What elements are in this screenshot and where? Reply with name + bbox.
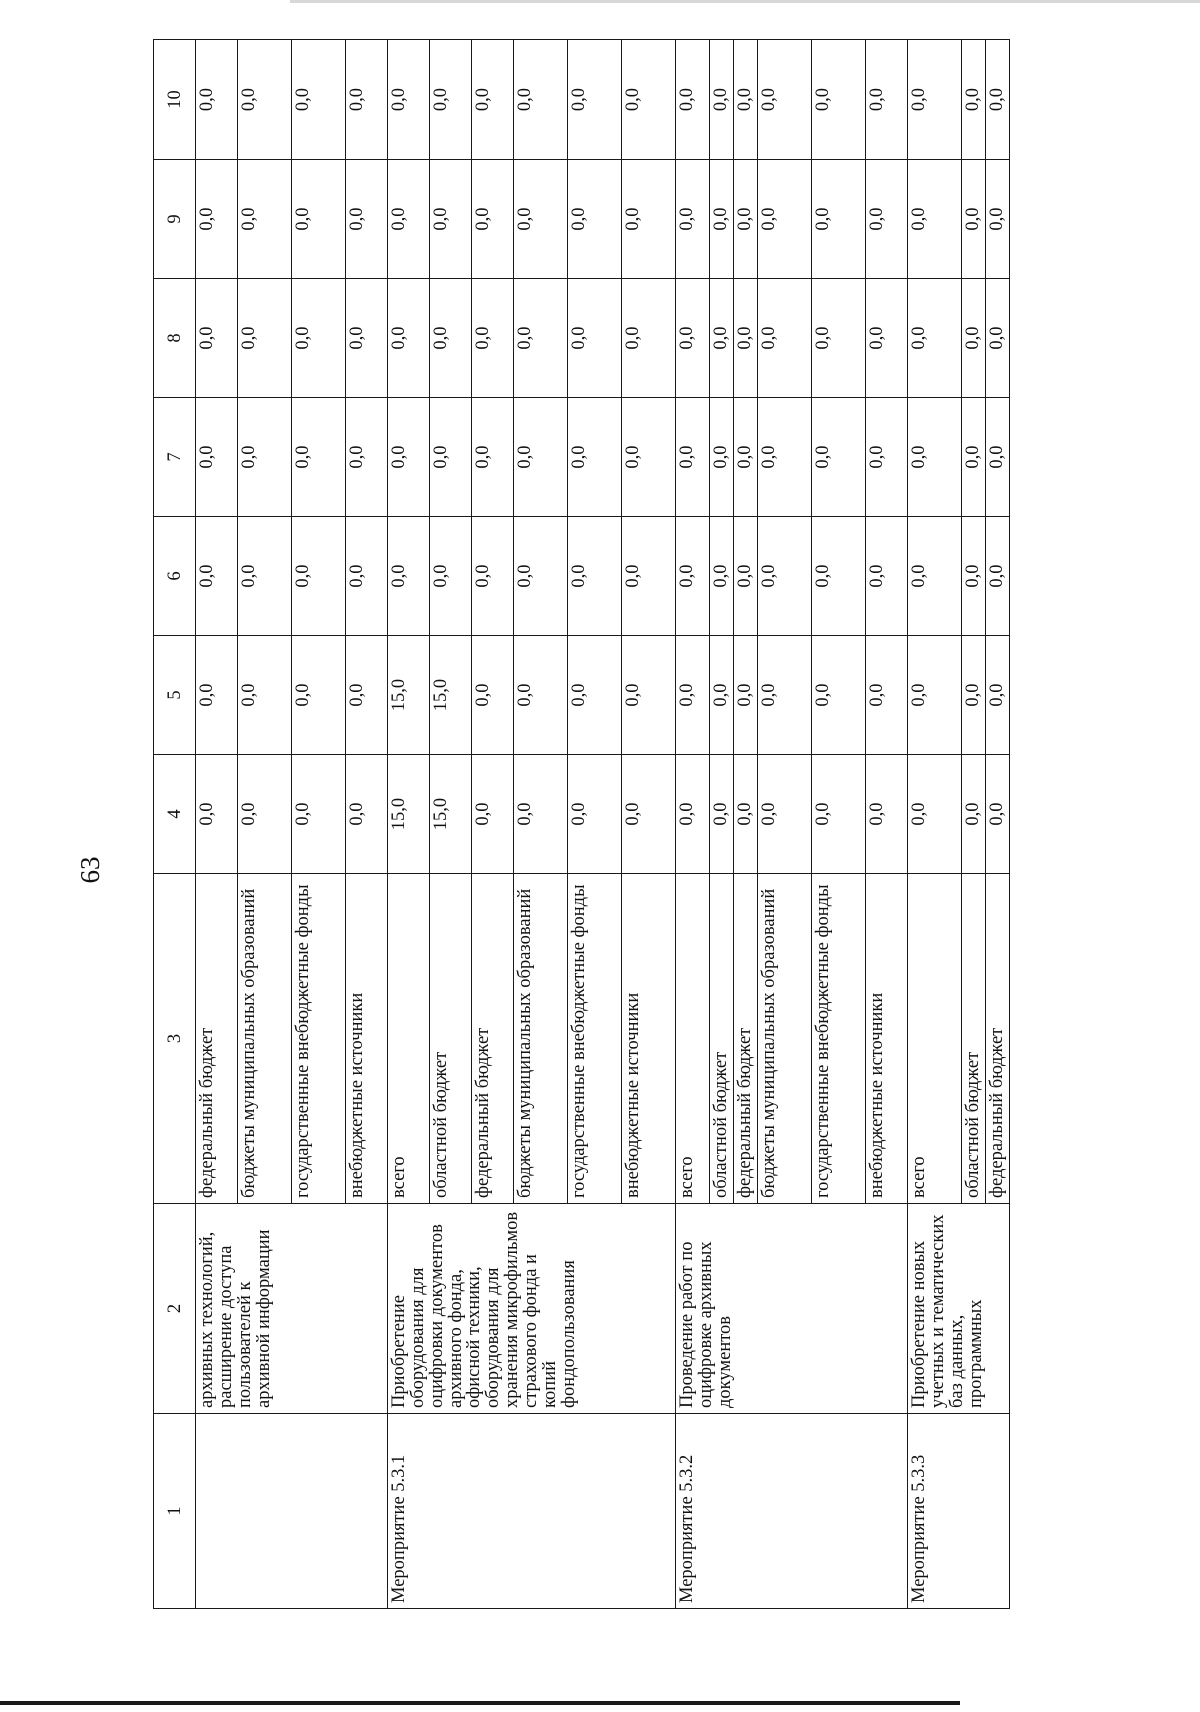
funding-source-cell: всего [908, 874, 962, 1204]
value-cell: 0,0 [812, 636, 866, 755]
rotated-table-container [153, 40, 1099, 1609]
value-cell: 0,0 [472, 40, 514, 160]
value-cell: 0,0 [962, 40, 986, 160]
value-cell: 0,0 [238, 398, 292, 517]
value-cell: 0,0 [292, 636, 346, 755]
value-cell: 0,0 [812, 755, 866, 874]
value-cell: 0,0 [196, 755, 238, 874]
value-cell: 0,0 [812, 40, 866, 160]
value-cell: 0,0 [196, 279, 238, 398]
value-cell: 0,0 [472, 160, 514, 279]
table-body [196, 40, 1010, 1609]
value-cell: 0,0 [568, 279, 622, 398]
value-cell: 0,0 [346, 279, 388, 398]
value-cell: 0,0 [734, 517, 758, 636]
value-cell: 0,0 [710, 636, 734, 755]
value-cell: 0,0 [238, 755, 292, 874]
value-cell: 0,0 [758, 160, 812, 279]
value-cell: 0,0 [986, 517, 1010, 636]
header-cell: 7 [154, 398, 196, 517]
value-cell: 0,0 [346, 398, 388, 517]
budget-table [153, 39, 1010, 1609]
measure-cell [196, 1414, 388, 1609]
top-rule [290, 0, 1200, 3]
value-cell: 0,0 [430, 160, 472, 279]
value-cell: 0,0 [676, 755, 710, 874]
funding-source-cell: федеральный бюджет [196, 874, 238, 1204]
value-cell: 0,0 [430, 40, 472, 160]
value-cell: 0,0 [292, 40, 346, 160]
value-cell: 0,0 [986, 279, 1010, 398]
value-cell: 0,0 [622, 160, 676, 279]
value-cell: 0,0 [962, 755, 986, 874]
value-cell: 0,0 [514, 636, 568, 755]
header-cell: 1 [154, 1414, 196, 1609]
bottom-rule [0, 1701, 960, 1705]
value-cell: 0,0 [196, 636, 238, 755]
funding-source-cell: областной бюджет [430, 874, 472, 1204]
value-cell: 0,0 [568, 40, 622, 160]
value-cell: 0,0 [472, 755, 514, 874]
value-cell: 0,0 [622, 517, 676, 636]
value-cell: 0,0 [758, 517, 812, 636]
value-cell: 0,0 [514, 398, 568, 517]
value-cell: 0,0 [388, 279, 430, 398]
header-cell: 6 [154, 517, 196, 636]
value-cell: 0,0 [388, 398, 430, 517]
value-cell: 0,0 [292, 160, 346, 279]
table-row [196, 40, 238, 1609]
funding-source-cell: бюджеты муниципальных образований [238, 874, 292, 1204]
value-cell: 0,0 [622, 279, 676, 398]
table-frame [153, 40, 1099, 1609]
value-cell: 0,0 [568, 636, 622, 755]
funding-source-cell: областной бюджет [962, 874, 986, 1204]
value-cell: 0,0 [676, 160, 710, 279]
value-cell: 0,0 [346, 636, 388, 755]
value-cell: 0,0 [346, 517, 388, 636]
value-cell: 0,0 [758, 755, 812, 874]
header-cell: 4 [154, 755, 196, 874]
value-cell: 0,0 [514, 517, 568, 636]
value-cell: 0,0 [676, 517, 710, 636]
value-cell: 0,0 [388, 160, 430, 279]
value-cell: 0,0 [430, 517, 472, 636]
value-cell: 0,0 [866, 398, 908, 517]
header-row [154, 40, 196, 1609]
value-cell: 0,0 [758, 636, 812, 755]
value-cell: 15,0 [388, 636, 430, 755]
value-cell: 0,0 [962, 279, 986, 398]
value-cell: 0,0 [568, 398, 622, 517]
value-cell: 0,0 [196, 40, 238, 160]
value-cell: 0,0 [292, 279, 346, 398]
value-cell: 0,0 [292, 755, 346, 874]
funding-source-cell: государственные внебюджетные фонды [568, 874, 622, 1204]
measure-cell: Мероприятие 5.3.3 [908, 1414, 1010, 1609]
value-cell: 0,0 [472, 398, 514, 517]
value-cell: 0,0 [908, 398, 962, 517]
value-cell: 0,0 [514, 40, 568, 160]
value-cell: 0,0 [292, 398, 346, 517]
value-cell: 0,0 [472, 636, 514, 755]
funding-source-cell: внебюджетные источники [866, 874, 908, 1204]
value-cell: 0,0 [196, 398, 238, 517]
value-cell: 0,0 [866, 517, 908, 636]
value-cell: 0,0 [866, 40, 908, 160]
measure-cell: Мероприятие 5.3.2 [676, 1414, 908, 1609]
value-cell: 0,0 [388, 517, 430, 636]
value-cell: 0,0 [472, 279, 514, 398]
value-cell: 15,0 [388, 755, 430, 874]
measure-cell: Мероприятие 5.3.1 [388, 1414, 676, 1609]
description-cell: Проведение работ по оцифровке архивных документов [676, 1204, 908, 1414]
value-cell: 0,0 [710, 398, 734, 517]
value-cell: 0,0 [622, 40, 676, 160]
value-cell: 0,0 [710, 517, 734, 636]
value-cell: 0,0 [734, 398, 758, 517]
value-cell: 0,0 [676, 636, 710, 755]
value-cell: 0,0 [758, 398, 812, 517]
value-cell: 0,0 [734, 279, 758, 398]
value-cell: 0,0 [986, 398, 1010, 517]
value-cell: 0,0 [758, 40, 812, 160]
header-cell: 9 [154, 160, 196, 279]
value-cell: 0,0 [622, 636, 676, 755]
value-cell: 0,0 [196, 517, 238, 636]
value-cell: 0,0 [430, 398, 472, 517]
description-cell: архивных технологий, расширение доступа пользователей к архивной информации [196, 1204, 388, 1414]
value-cell: 15,0 [430, 755, 472, 874]
header-cell: 3 [154, 874, 196, 1204]
value-cell: 0,0 [986, 636, 1010, 755]
value-cell: 0,0 [812, 398, 866, 517]
value-cell: 0,0 [908, 160, 962, 279]
value-cell: 0,0 [514, 160, 568, 279]
value-cell: 0,0 [986, 160, 1010, 279]
value-cell: 0,0 [292, 517, 346, 636]
value-cell: 0,0 [962, 517, 986, 636]
value-cell: 0,0 [710, 755, 734, 874]
value-cell: 0,0 [812, 517, 866, 636]
funding-source-cell: всего [676, 874, 710, 1204]
value-cell: 0,0 [346, 160, 388, 279]
value-cell: 0,0 [908, 517, 962, 636]
value-cell: 0,0 [866, 755, 908, 874]
value-cell: 0,0 [734, 160, 758, 279]
value-cell: 0,0 [866, 160, 908, 279]
funding-source-cell: государственные внебюджетные фонды [292, 874, 346, 1204]
description-cell: Приобретение новых учетных и тематических баз данных, программных [908, 1204, 1010, 1414]
value-cell: 0,0 [866, 279, 908, 398]
value-cell: 0,0 [710, 40, 734, 160]
value-cell: 0,0 [346, 755, 388, 874]
funding-source-cell: внебюджетные источники [622, 874, 676, 1204]
value-cell: 0,0 [676, 398, 710, 517]
value-cell: 0,0 [986, 40, 1010, 160]
value-cell: 0,0 [238, 517, 292, 636]
funding-source-cell: всего [388, 874, 430, 1204]
value-cell: 0,0 [866, 636, 908, 755]
value-cell: 0,0 [734, 40, 758, 160]
value-cell: 0,0 [472, 517, 514, 636]
value-cell: 0,0 [710, 279, 734, 398]
header-cell: 5 [154, 636, 196, 755]
header-cell: 8 [154, 279, 196, 398]
value-cell: 0,0 [908, 755, 962, 874]
description-cell: Приобретение оборудования для оцифровки документов архивного фонда, офисной техники, оборудования для хранения микрофильмов страхового фонда и копий фондопользования [388, 1204, 676, 1414]
funding-source-cell: федеральный бюджет [986, 874, 1010, 1204]
value-cell: 0,0 [514, 755, 568, 874]
value-cell: 15,0 [430, 636, 472, 755]
value-cell: 0,0 [734, 755, 758, 874]
header-cell: 2 [154, 1204, 196, 1414]
value-cell: 0,0 [238, 279, 292, 398]
value-cell: 0,0 [238, 160, 292, 279]
value-cell: 0,0 [734, 636, 758, 755]
table-row [908, 40, 962, 1609]
value-cell: 0,0 [710, 160, 734, 279]
page-number: 63 [75, 856, 105, 884]
value-cell: 0,0 [812, 160, 866, 279]
value-cell: 0,0 [908, 636, 962, 755]
value-cell: 0,0 [568, 160, 622, 279]
value-cell: 0,0 [388, 40, 430, 160]
value-cell: 0,0 [196, 160, 238, 279]
header-cell: 10 [154, 40, 196, 160]
funding-source-cell: государственные внебюджетные фонды [812, 874, 866, 1204]
value-cell: 0,0 [962, 636, 986, 755]
table-row [676, 40, 710, 1609]
value-cell: 0,0 [986, 755, 1010, 874]
value-cell: 0,0 [430, 279, 472, 398]
value-cell: 0,0 [568, 755, 622, 874]
table-row [388, 40, 430, 1609]
value-cell: 0,0 [676, 40, 710, 160]
funding-source-cell: внебюджетные источники [346, 874, 388, 1204]
value-cell: 0,0 [238, 40, 292, 160]
funding-source-cell: областной бюджет [710, 874, 734, 1204]
value-cell: 0,0 [676, 279, 710, 398]
value-cell: 0,0 [622, 398, 676, 517]
value-cell: 0,0 [908, 279, 962, 398]
value-cell: 0,0 [568, 517, 622, 636]
funding-source-cell: федеральный бюджет [472, 874, 514, 1204]
value-cell: 0,0 [962, 398, 986, 517]
value-cell: 0,0 [346, 40, 388, 160]
funding-source-cell: федеральный бюджет [734, 874, 758, 1204]
funding-source-cell: бюджеты муниципальных образований [758, 874, 812, 1204]
funding-source-cell: бюджеты муниципальных образований [514, 874, 568, 1204]
value-cell: 0,0 [622, 755, 676, 874]
value-cell: 0,0 [238, 636, 292, 755]
value-cell: 0,0 [908, 40, 962, 160]
value-cell: 0,0 [812, 279, 866, 398]
value-cell: 0,0 [962, 160, 986, 279]
value-cell: 0,0 [758, 279, 812, 398]
value-cell: 0,0 [514, 279, 568, 398]
